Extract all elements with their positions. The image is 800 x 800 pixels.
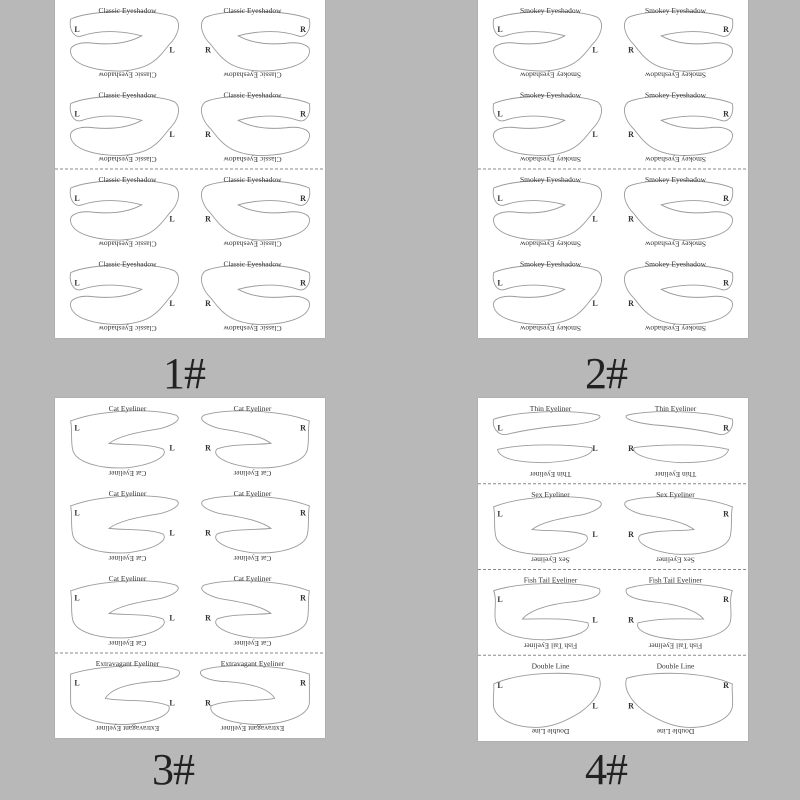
- side-marker: R: [628, 615, 634, 625]
- stencil-style-label: Extravagant Eyeliner: [220, 659, 285, 668]
- stencil-sheet-drawing: [55, 398, 325, 738]
- stencil-right: [624, 175, 732, 249]
- stencil-style-label-inverted: Sex Eyeliner: [531, 555, 570, 565]
- stencil-style-label: Thin Eyeliner: [529, 404, 572, 413]
- stencil-style-label-inverted: Smokey Eyeshadow: [644, 70, 707, 80]
- side-marker: L: [169, 298, 175, 308]
- stencil-sheet-2: [478, 0, 748, 338]
- stencil-style-label: Cat Eyeliner: [108, 574, 147, 583]
- side-marker: R: [628, 298, 634, 308]
- stencil-right: [202, 404, 310, 478]
- side-marker: L: [592, 615, 598, 625]
- sheet-number-3: 3#: [152, 745, 194, 794]
- side-marker: R: [205, 528, 211, 538]
- stencil-style-label: Double Line: [531, 661, 570, 671]
- stencil-sheet-drawing: [478, 0, 748, 338]
- stencil-style-label: Cat Eyeliner: [233, 489, 272, 498]
- sheet-number-4: 4#: [585, 745, 627, 794]
- side-marker: L: [497, 25, 503, 35]
- side-marker: R: [723, 595, 729, 605]
- stencil-left: [70, 6, 178, 80]
- stencil-left: [71, 659, 180, 733]
- stencil-style-label: Double Line: [656, 661, 695, 671]
- side-marker: R: [723, 509, 729, 519]
- stencil-style-label: Sex Eyeliner: [531, 489, 570, 499]
- sheet-number-1: 1#: [163, 349, 205, 398]
- side-marker: L: [169, 129, 175, 139]
- stencil-right: [200, 659, 309, 733]
- side-marker: R: [723, 423, 729, 433]
- stencil-style-label-inverted: Classic Eyeshadow: [98, 324, 157, 333]
- stencil-style-label-inverted: Fish Tail Eyeliner: [523, 641, 578, 651]
- stencil-style-label: Cat Eyeliner: [108, 404, 147, 413]
- side-marker: L: [592, 129, 598, 139]
- side-marker: L: [497, 423, 503, 433]
- stencil-style-label: Smokey Eyeshadow: [519, 90, 582, 100]
- side-marker: L: [497, 595, 503, 605]
- stencil-style-label-inverted: Classic Eyeshadow: [223, 239, 282, 249]
- stencil-style-label-inverted: Smokey Eyeshadow: [519, 324, 582, 333]
- side-marker: R: [300, 109, 306, 119]
- stencil-left: [70, 91, 178, 165]
- side-marker: R: [628, 129, 634, 139]
- stencil-style-label-inverted: Smokey Eyeshadow: [519, 239, 582, 249]
- stencil-sheet-4: [478, 398, 748, 741]
- stencil-right: [201, 175, 309, 249]
- stencil-sheet-drawing: [55, 0, 325, 338]
- side-marker: R: [300, 194, 306, 204]
- side-marker: L: [592, 45, 598, 55]
- stencil-right: [201, 260, 309, 334]
- side-marker: L: [592, 529, 598, 539]
- side-marker: L: [592, 701, 598, 711]
- stencil-left: [494, 576, 600, 651]
- stencil-style-label: Smokey Eyeshadow: [519, 6, 582, 15]
- stencil-style-label-inverted: Cat Eyeliner: [108, 469, 147, 478]
- side-marker: R: [300, 423, 306, 433]
- stencil-style-label: Classic Eyeshadow: [223, 6, 282, 15]
- side-marker: R: [723, 109, 729, 119]
- stencil-left: [493, 175, 601, 249]
- side-marker: R: [300, 508, 306, 518]
- stencil-style-label-inverted: Cat Eyeliner: [233, 469, 272, 478]
- stencil-left: [71, 489, 179, 563]
- stencil-style-label: Smokey Eyeshadow: [644, 259, 707, 269]
- stencil-style-label-inverted: Smokey Eyeshadow: [644, 239, 707, 249]
- side-marker: R: [723, 25, 729, 35]
- stencil-style-label-inverted: Classic Eyeshadow: [223, 324, 282, 333]
- stencil-style-label-inverted: Thin Eyeliner: [529, 469, 572, 479]
- stencil-style-label-inverted: Classic Eyeshadow: [98, 155, 157, 164]
- stencil-style-label-inverted: Smokey Eyeshadow: [519, 155, 582, 164]
- stencil-style-label-inverted: Cat Eyeliner: [233, 554, 272, 563]
- sheet-number-2: 2#: [585, 349, 627, 398]
- side-marker: R: [723, 194, 729, 204]
- stencil-style-label-inverted: Extravagant Eyeliner: [95, 724, 160, 733]
- stencil-style-label-inverted: Thin Eyeliner: [654, 469, 697, 479]
- stencil-left: [71, 404, 179, 478]
- side-marker: R: [205, 613, 211, 623]
- stencil-style-label: Smokey Eyeshadow: [519, 175, 582, 184]
- stencil-style-label-inverted: Classic Eyeshadow: [98, 239, 157, 249]
- side-marker: L: [497, 194, 503, 204]
- side-marker: L: [74, 423, 80, 433]
- stencil-style-label: Cat Eyeliner: [108, 489, 147, 498]
- side-marker: R: [300, 593, 306, 603]
- stencil-style-label-inverted: Classic Eyeshadow: [223, 70, 282, 80]
- side-marker: R: [205, 698, 211, 708]
- stencil-left: [494, 490, 602, 565]
- stencil-style-label: Fish Tail Eyeliner: [523, 575, 578, 585]
- side-marker: R: [628, 529, 634, 539]
- side-marker: L: [74, 508, 80, 518]
- stencil-style-label-inverted: Classic Eyeshadow: [98, 70, 157, 80]
- stencil-left: [493, 91, 601, 165]
- side-marker: L: [497, 680, 503, 690]
- side-marker: L: [74, 678, 80, 688]
- stencil-style-label: Cat Eyeliner: [233, 404, 272, 413]
- stencil-style-label-inverted: Sex Eyeliner: [656, 555, 695, 565]
- stencil-style-label-inverted: Double Line: [531, 727, 570, 736]
- stencil-right: [202, 574, 310, 648]
- side-marker: R: [628, 214, 634, 224]
- stencil-right: [624, 260, 732, 334]
- stencil-style-label-inverted: Extravagant Eyeliner: [220, 724, 285, 733]
- side-marker: L: [74, 593, 80, 603]
- side-marker: L: [592, 214, 598, 224]
- stencil-left: [493, 661, 600, 736]
- stencil-left: [70, 175, 178, 249]
- stencil-right: [624, 6, 732, 80]
- side-marker: R: [723, 278, 729, 288]
- side-marker: R: [205, 443, 211, 453]
- side-marker: R: [628, 444, 634, 454]
- stencil-style-label: Classic Eyeshadow: [223, 90, 282, 100]
- side-marker: L: [74, 194, 80, 204]
- stencil-style-label: Classic Eyeshadow: [98, 6, 157, 15]
- stencil-style-label-inverted: Fish Tail Eyeliner: [648, 641, 703, 651]
- stencil-left: [71, 574, 179, 648]
- stencil-sheet-1: [55, 0, 325, 338]
- stencil-style-label: Smokey Eyeshadow: [644, 175, 707, 184]
- side-marker: R: [205, 214, 211, 224]
- side-marker: R: [300, 25, 306, 35]
- stencil-style-label: Classic Eyeshadow: [98, 259, 157, 269]
- stencil-style-label-inverted: Smokey Eyeshadow: [644, 155, 707, 164]
- side-marker: R: [628, 701, 634, 711]
- stencil-right: [626, 404, 733, 479]
- stencil-style-label: Smokey Eyeshadow: [644, 6, 707, 15]
- stencil-style-label: Smokey Eyeshadow: [519, 259, 582, 269]
- stencil-left: [70, 260, 178, 334]
- stencil-right: [626, 661, 733, 736]
- stencil-style-label: Extravagant Eyeliner: [95, 659, 160, 668]
- stencil-style-label: Classic Eyeshadow: [223, 175, 282, 184]
- stencil-left: [493, 404, 600, 479]
- stencil-style-label-inverted: Smokey Eyeshadow: [519, 70, 582, 80]
- side-marker: L: [169, 698, 175, 708]
- stencil-right: [625, 490, 733, 565]
- stencil-style-label: Fish Tail Eyeliner: [648, 575, 703, 585]
- stencil-style-label-inverted: Cat Eyeliner: [233, 639, 272, 648]
- side-marker: L: [74, 278, 80, 288]
- side-marker: R: [205, 129, 211, 139]
- stencil-style-label-inverted: Classic Eyeshadow: [223, 155, 282, 164]
- side-marker: R: [628, 45, 634, 55]
- stencil-right: [201, 6, 309, 80]
- stencil-left: [493, 260, 601, 334]
- stencil-style-label-inverted: Cat Eyeliner: [108, 639, 147, 648]
- side-marker: R: [300, 278, 306, 288]
- side-marker: L: [497, 509, 503, 519]
- side-marker: R: [723, 680, 729, 690]
- side-marker: L: [169, 528, 175, 538]
- stencil-style-label: Smokey Eyeshadow: [644, 90, 707, 100]
- side-marker: L: [592, 444, 598, 454]
- stencil-right: [201, 91, 309, 165]
- side-marker: R: [205, 298, 211, 308]
- side-marker: L: [74, 109, 80, 119]
- stencil-style-label: Classic Eyeshadow: [223, 259, 282, 269]
- side-marker: L: [169, 443, 175, 453]
- stencil-right: [626, 576, 732, 651]
- stencil-right: [202, 489, 310, 563]
- stencil-sheet-drawing: [478, 398, 748, 741]
- stencil-sheet-3: [55, 398, 325, 738]
- stencil-style-label-inverted: Smokey Eyeshadow: [644, 324, 707, 333]
- stencil-left: [493, 6, 601, 80]
- stencil-style-label: Classic Eyeshadow: [98, 90, 157, 100]
- side-marker: L: [169, 45, 175, 55]
- stencil-right: [624, 91, 732, 165]
- side-marker: L: [497, 109, 503, 119]
- stencil-style-label: Classic Eyeshadow: [98, 175, 157, 184]
- side-marker: L: [497, 278, 503, 288]
- side-marker: R: [300, 678, 306, 688]
- side-marker: L: [74, 25, 80, 35]
- side-marker: R: [205, 45, 211, 55]
- stencil-style-label-inverted: Double Line: [656, 727, 695, 736]
- stencil-style-label: Cat Eyeliner: [233, 574, 272, 583]
- side-marker: L: [169, 613, 175, 623]
- stencil-style-label: Thin Eyeliner: [654, 404, 697, 413]
- stencil-style-label-inverted: Cat Eyeliner: [108, 554, 147, 563]
- side-marker: L: [592, 298, 598, 308]
- side-marker: L: [169, 214, 175, 224]
- stencil-style-label: Sex Eyeliner: [656, 489, 695, 499]
